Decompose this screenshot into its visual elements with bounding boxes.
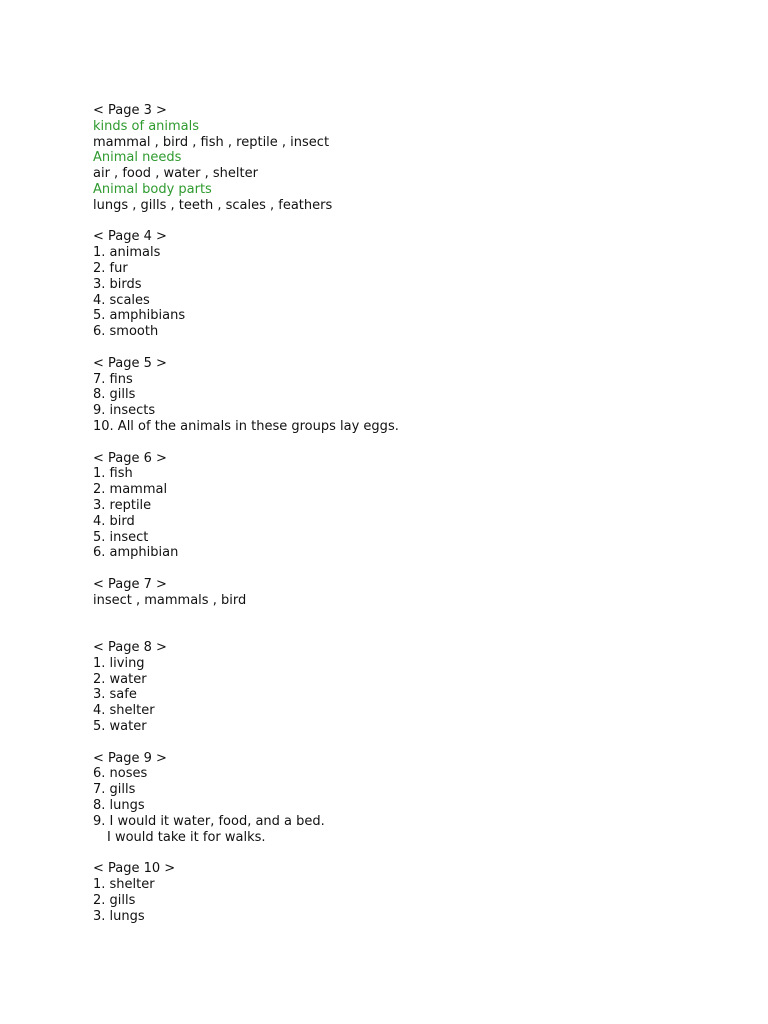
page-header: < Page 10 >	[93, 861, 176, 877]
answer-line: 5. amphibians	[93, 308, 186, 324]
answer-line: insect , mammals , bird	[93, 592, 247, 608]
answer-line: 1. shelter	[93, 877, 155, 893]
answer-line: 6. smooth	[93, 324, 159, 340]
topic-heading: Animal body parts	[93, 181, 212, 197]
answer-line: 2. gills	[93, 892, 136, 908]
section-page-8	[93, 640, 733, 735]
answer-line: 3. safe	[93, 687, 137, 703]
section-page-9	[93, 751, 733, 846]
section-spacer	[93, 609, 733, 641]
answer-line: mammal , bird , fish , reptile , insect	[93, 134, 330, 150]
section-spacer	[93, 561, 733, 577]
page-header: < Page 8 >	[93, 640, 167, 656]
answer-line: 7. gills	[93, 782, 136, 798]
answer-line: 5. water	[93, 719, 147, 735]
answer-line: 3. reptile	[93, 497, 152, 513]
answer-line: 8. lungs	[93, 798, 145, 814]
answer-line: 10. All of the animals in these groups lay eggs.	[93, 418, 399, 434]
page-header: < Page 7 >	[93, 576, 167, 592]
section-page-5	[93, 356, 733, 435]
page-header: < Page 6 >	[93, 450, 167, 466]
answer-line: 2. mammal	[93, 482, 168, 498]
topic-heading: kinds of animals	[93, 118, 200, 134]
answer-line: 8. gills	[93, 387, 136, 403]
topic-heading: Animal needs	[93, 150, 182, 166]
answer-line: 7. fins	[93, 371, 133, 387]
answer-line: 4. shelter	[93, 703, 155, 719]
section-spacer	[93, 340, 733, 356]
answer-line: 4. scales	[93, 292, 150, 308]
answer-line: 3. birds	[93, 276, 142, 292]
page-header: < Page 9 >	[93, 750, 167, 766]
section-spacer	[93, 735, 733, 751]
section-spacer	[93, 435, 733, 451]
answer-line: 4. bird	[93, 513, 135, 529]
answer-line: 6. amphibian	[93, 545, 179, 561]
answer-continuation-line: I would take it for walks.	[107, 829, 266, 845]
answer-line: 6. noses	[93, 766, 148, 782]
page-header: < Page 4 >	[93, 229, 167, 245]
answer-line: 1. living	[93, 655, 145, 671]
answer-line: 5. insect	[93, 529, 149, 545]
section-page-6	[93, 451, 733, 562]
answer-line: 3. lungs	[93, 908, 145, 924]
answer-line: 2. water	[93, 671, 147, 687]
answer-line: air , food , water , shelter	[93, 166, 258, 182]
section-spacer	[93, 214, 733, 230]
section-spacer	[93, 845, 733, 861]
answer-key-document	[93, 103, 733, 924]
page-header: < Page 3 >	[93, 103, 167, 118]
section-page-3	[93, 103, 733, 214]
answer-line: 1. animals	[93, 245, 161, 261]
answer-line: 1. fish	[93, 466, 133, 482]
answer-line: 2. fur	[93, 260, 128, 276]
page-header: < Page 5 >	[93, 355, 167, 371]
section-page-10	[93, 861, 733, 924]
section-page-7	[93, 577, 733, 609]
answer-line: 9. insects	[93, 403, 156, 419]
answer-line: lungs , gills , teeth , scales , feathers	[93, 197, 333, 213]
answer-line: 9. I would it water, food, and a bed.	[93, 813, 325, 829]
section-page-4	[93, 229, 733, 340]
